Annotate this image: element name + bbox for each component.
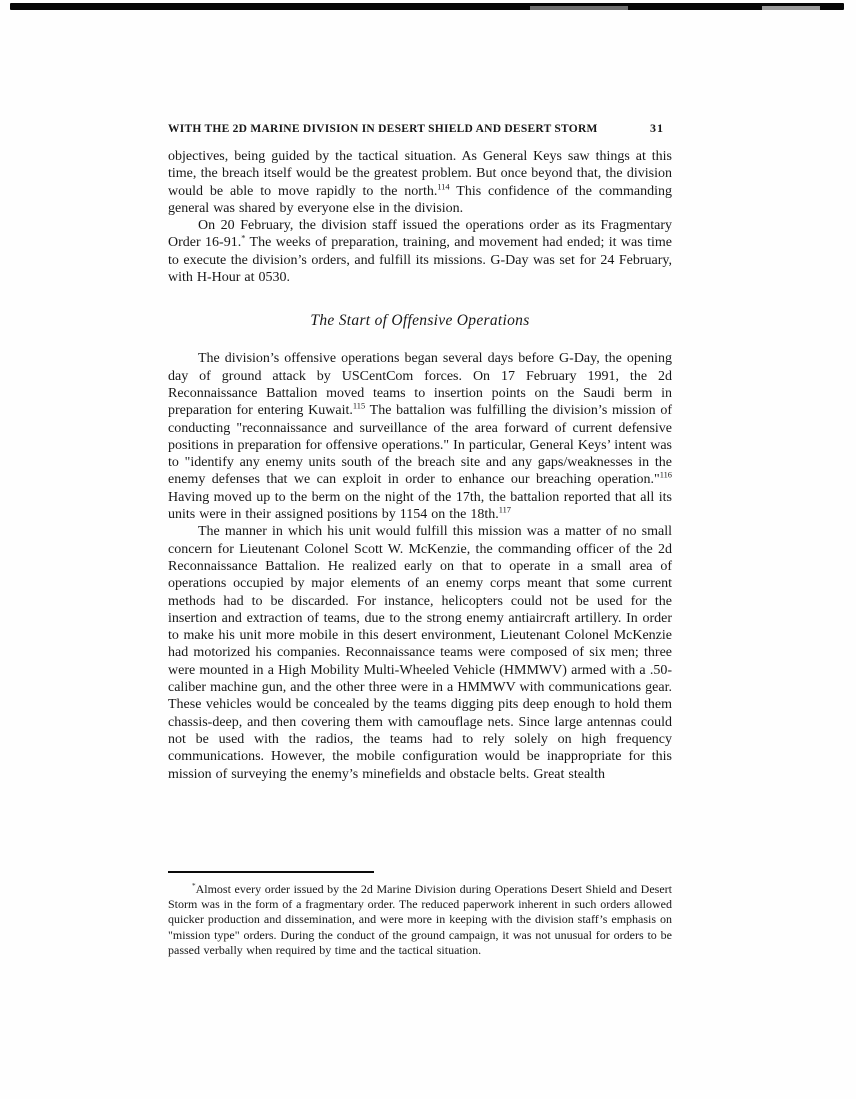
section-heading: The Start of Offensive Operations	[310, 312, 530, 330]
paragraph-1: objectives, being guided by the tactical situation. As General Keys saw things at this time, the breach itself would be the greatest problem. But once beyond that, the division would be able to move rapidly to the north.$^{114}$ This confidence of the commanding general was shared by everyone else in the division.	[168, 149, 672, 216]
scan-artifact-segment	[762, 6, 820, 10]
footnote-reference: 115	[352, 401, 366, 411]
footnote-reference: 116	[659, 470, 672, 480]
paragraph-2: On 20 February, the division staff issued the operations order as its Fragmentary Order 16-91.* The weeks of preparation, training, and movement had ended; it was time to execute the division’s orders, and fulfill its missions. G-Day was set for 24 February, with H-Hour at 0530.	[168, 218, 672, 286]
footnote-block	[168, 871, 672, 958]
footnote-reference: 117	[498, 505, 511, 515]
scan-artifact-segment	[530, 6, 628, 10]
page-number: 31	[650, 121, 664, 135]
paragraph-4: The manner in which his unit would fulfill this mission was a matter of no small concern for Lieutenant Colonel Scott W. McKenzie, the commanding officer of the 2d Reconnaissance Battalion. He realized early on that to operate in a small area of operations occupied by major elements of an enemy corps meant that some current methods had to be discarded. For instance, helicopters could not be used for the insertion and extraction of teams, due to the strong enemy antiaircraft artillery. In order to make his unit more mobile in this desert environment, Lieutenant Colonel McKenzie had motorized his companies. Reconnaissance teams were composed of six men; three were mounted in a High Mobility Multi-Wheeled Vehicle (HMMWV) armed with a .50-caliber machine gun, and the other three were in a HMMWV with communications gear. These vehicles would be concealed by the teams digging pits deep enough to hold them chassis-deep, and then covering them with camouflage nets. Since large antennas could not be used with the radios, the teams had to rely solely on high frequency communications. However, the mobile configuration would be inappropriate for this mission of surveying the enemy’s minefields and obstacle belts. Great stealth	[168, 524, 672, 782]
page-content	[168, 121, 672, 783]
footnote-reference: 114	[437, 181, 450, 191]
running-header	[168, 121, 672, 136]
footnote-rule	[168, 871, 374, 873]
scan-artifact-bar	[10, 3, 844, 10]
footnote-reference: *	[241, 233, 246, 243]
footnote-reference: *	[192, 882, 196, 890]
footnote-text: *Almost every order issued by the 2d Marine Division during Operations Desert Shield and Desert Storm was in the form of a fragmentary order. The reduced paperwork inherent in such orders allowed quicker production and dissemination, and were more in keeping with the division staff’s emphasis on "mission type" orders. During the conduct of the ground campaign, it was not unusual for orders to be passed verbally when required by time and the tactical situation.	[168, 882, 672, 957]
paragraph-3: The division’s offensive operations began several days before G-Day, the opening day of ground attack by USCentCom forces. On 17 February 1991, the 2d Reconnaissance Battalion moved teams to insertion points on the Saudi berm in preparation for entering Kuwait.$^{115}$ The battalion was fulfilling the division’s mission of conducting "reconnaissance and surveillance of the area forward of current defensive positions in preparation for offensive operations." In particular, General Keys’ intent was to "identify any enemy units south of the breach site and any gaps/weaknesses in the enemy defenses that we can exploit in order to enhance our breaching operation."$^{116}$ Having moved up to the berm on the night of the 17th, the battalion reported that all its units were in their assigned positions by 1154 on the 18th.$^{117}$	[168, 351, 672, 523]
running-header-title: WITH THE 2D MARINE DIVISION IN DESERT SHIELD AND DESERT STORM	[168, 123, 598, 135]
